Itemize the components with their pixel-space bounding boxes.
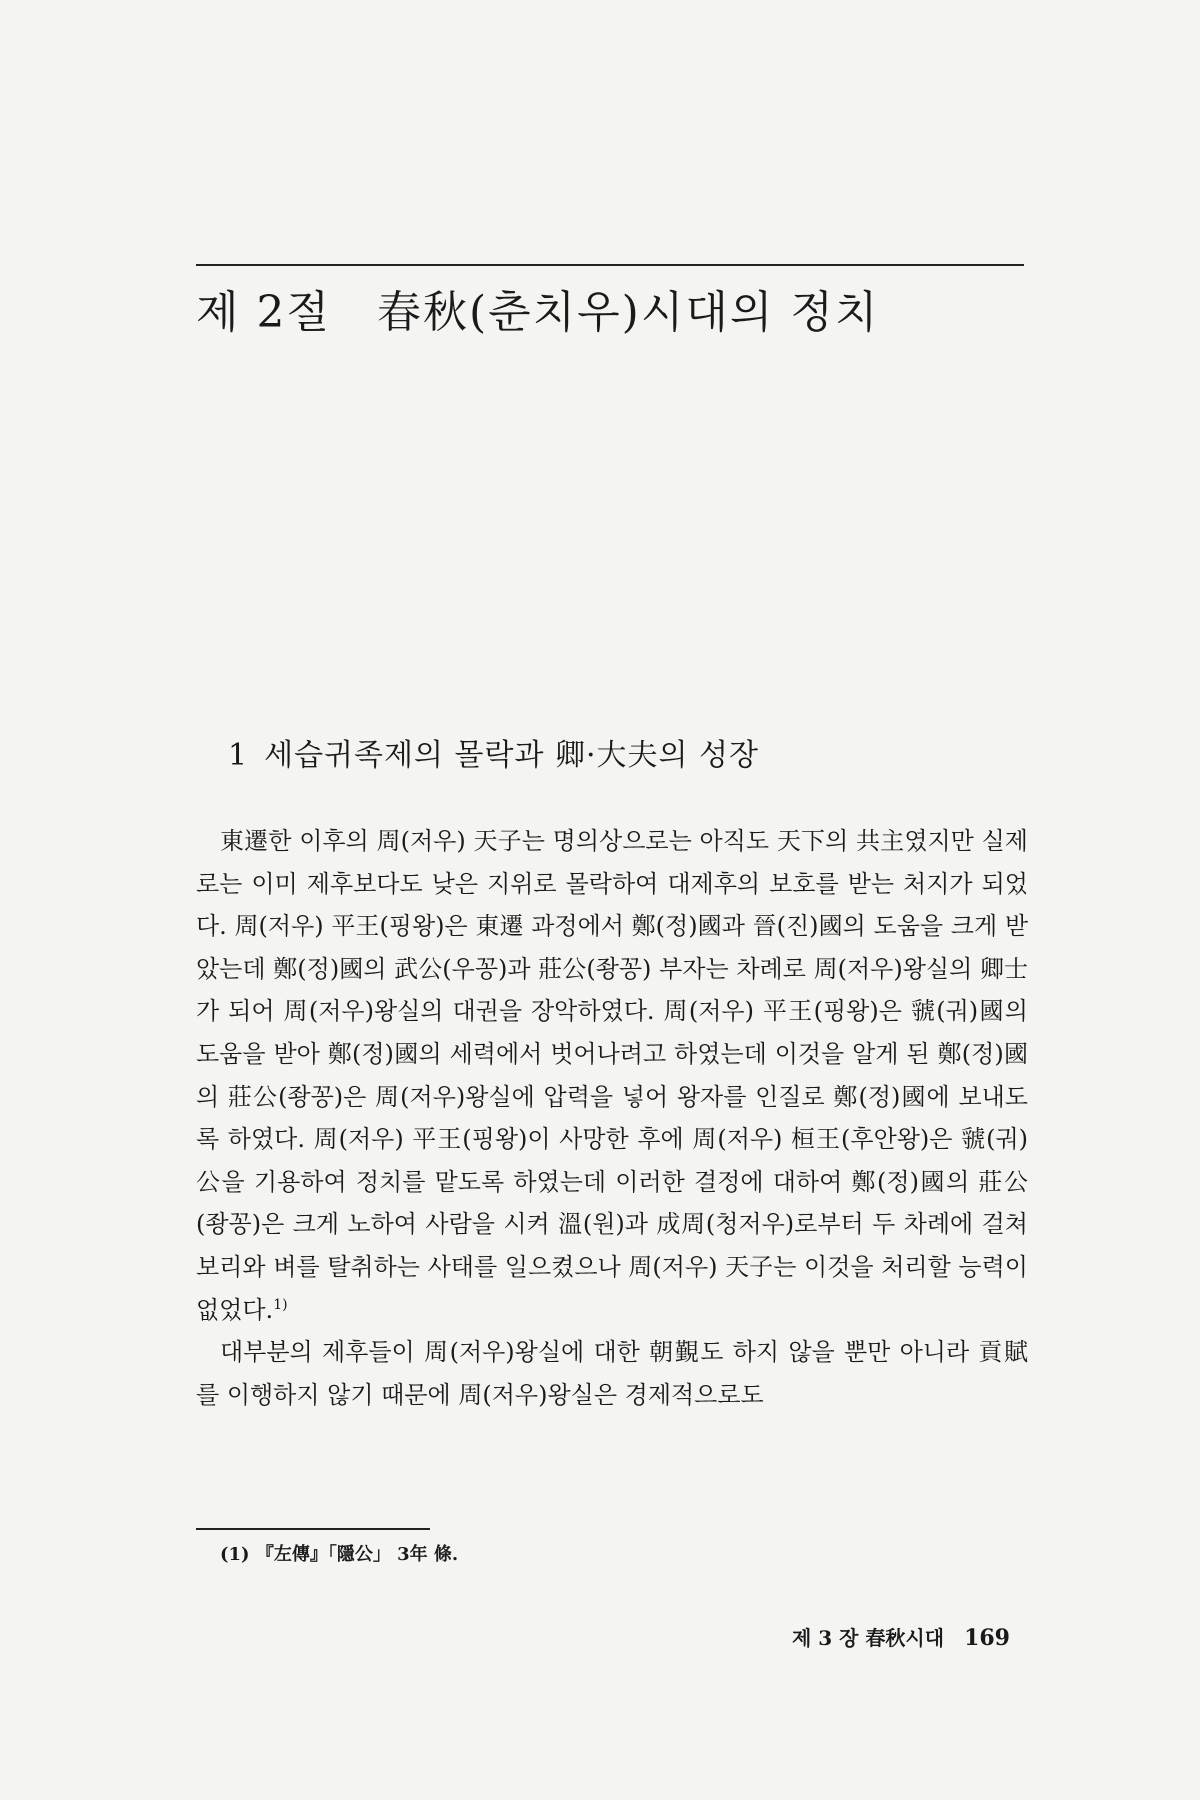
page-number: 169 <box>964 1625 1010 1651</box>
section-title: 春秋(춘치우)시대의 정치 <box>377 287 880 338</box>
running-footer <box>792 1622 1010 1651</box>
footnote-rule <box>196 1528 430 1530</box>
subsection-heading <box>228 730 1028 774</box>
chapter-top-rule <box>196 264 1024 266</box>
footnote: (1) 『左傳』「隱公」 3年 條. <box>220 1544 459 1565</box>
footer-chapter-label: 제 3 장 春秋시대 <box>791 1626 945 1650</box>
chapter-heading <box>196 276 1036 340</box>
paragraph-2: 대부분의 제후들이 周(저우)왕실에 대한 朝覲도 하지 않을 뿐만 아니라 貢賦를 이행하지 않기 때문에 周(저우)왕실은 경제적으로도 <box>196 1338 1028 1409</box>
subsection-title: 세습귀족제의 몰락과 卿·大夫의 성장 <box>264 738 759 773</box>
section-number: 제 2절 <box>196 287 331 338</box>
paragraph-1-text: 東遷한 이후의 周(저우) 天子는 명의상으로는 아직도 天下의 共主였지만 실제로는 이미 제후보다도 낮은 지위로 몰락하여 대제후의 보호를 받는 처지가 되었다. 周(저우) 平王(핑왕)은 東遷 과정에서 鄭(정)國과 晉(진)國의 도움을 크게 받았는데 鄭(정)國의 武公(우꽁)과 莊公(좡꽁) 부자는 차례로 周(저우)왕실의 卿士가 되어 周(저우)왕실의 대권을 장악하였다. 周(저우) 平王(핑왕)은 虢(궈)國의 도움을 받아 鄭(정)國의 세력에서 벗어나려고 하였는데 이것을 알게 된 鄭(정)國의 莊公(좡꽁)은 周(저우)왕실에 압력을 넣어 왕자를 인질로 鄭(정)國에 보내도록 하였다. 周(저우) 平王(핑왕)이 사망한 후에 周(저우) 桓王(후안왕)은 虢(궈)公을 기용하여 정치를 맡도록 하였는데 이러한 결정에 대하여 鄭(정)國의 莊公(좡꽁)은 크게 노하여 사람을 시켜 溫(원)과 成周(청저우)로부터 두 차례에 걸쳐 보리와 벼를 탈취하는 사태를 일으켰으나 周(저우) 天子는 이것을 처리할 능력이 없었다. <box>196 827 1028 1324</box>
subsection-number: 1 <box>228 738 249 773</box>
footnote-reference: 1) <box>273 1296 288 1313</box>
body-text <box>196 820 1028 1416</box>
paragraph-1 <box>196 820 1028 1331</box>
